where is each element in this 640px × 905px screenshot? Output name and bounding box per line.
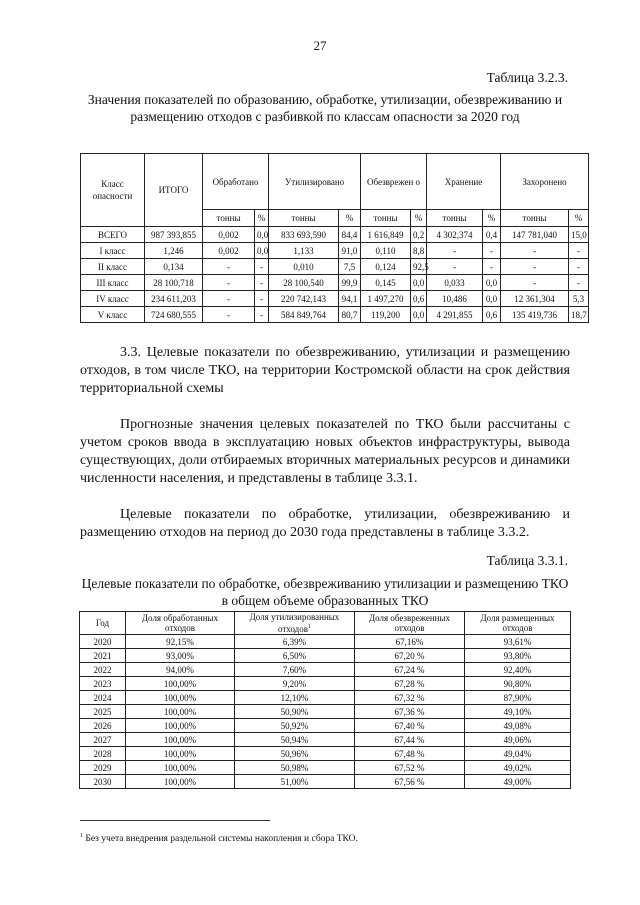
table-row xyxy=(80,691,571,705)
table-cell: 100,00% xyxy=(126,747,235,761)
table-row xyxy=(80,775,571,789)
table-cell: 67,24 % xyxy=(355,663,465,677)
table-cell: 2025 xyxy=(80,705,126,719)
table-cell: 100,00% xyxy=(126,719,235,733)
table2 xyxy=(79,611,571,789)
header-tons: тонны xyxy=(501,210,569,227)
header-total: ИТОГО xyxy=(145,154,203,227)
table-cell: - xyxy=(483,243,501,259)
table-cell: 50,92% xyxy=(235,719,355,733)
table-cell: 18,7 xyxy=(569,307,589,323)
table-cell: 80,7 xyxy=(339,307,361,323)
table-cell: 100,00% xyxy=(126,677,235,691)
table-cell: 12,10% xyxy=(235,691,355,705)
table-cell: ВСЕГО xyxy=(81,227,145,243)
table-cell: 1,246 xyxy=(145,243,203,259)
table2-body xyxy=(80,635,571,789)
footnote-text: Без учета внедрения раздельной системы накопления и сбора ТКО. xyxy=(85,834,358,845)
section-heading xyxy=(80,344,570,398)
table-row xyxy=(80,635,571,649)
header-pct: % xyxy=(483,210,501,227)
table-cell: 50,90% xyxy=(235,705,355,719)
table2-label: Таблица 3.3.1. xyxy=(486,553,568,568)
table-row xyxy=(80,747,571,761)
table-cell: 92,40% xyxy=(465,663,571,677)
table-row xyxy=(81,259,589,275)
table-cell: 84,4 xyxy=(339,227,361,243)
header-storage: Хранение xyxy=(427,154,501,210)
table-cell: 49,10% xyxy=(465,705,571,719)
table-cell: 0,002 xyxy=(203,227,255,243)
table-cell: IV класс xyxy=(81,291,145,307)
table-row xyxy=(81,243,589,259)
table-cell: 94,1 xyxy=(339,291,361,307)
table-row xyxy=(81,291,589,307)
table-cell: 0,145 xyxy=(361,275,411,291)
table-cell: - xyxy=(501,259,569,275)
table-cell: 2023 xyxy=(80,677,126,691)
table-cell: 1 497,270 xyxy=(361,291,411,307)
table-cell: 49,04% xyxy=(465,747,571,761)
table-cell: 6,39% xyxy=(235,635,355,649)
table-cell: 67,16% xyxy=(355,635,465,649)
table-cell: - xyxy=(203,291,255,307)
table-cell: 93,00% xyxy=(126,649,235,663)
header-neutralized-share: Доля обезвреженных отходов xyxy=(355,612,465,635)
table-cell: 90,80% xyxy=(465,677,571,691)
table-cell: - xyxy=(501,275,569,291)
footnote-mark: 1 xyxy=(80,833,83,839)
table-cell: 220 742,143 xyxy=(269,291,339,307)
header-tons: тонны xyxy=(203,210,255,227)
table-cell: 67,36 % xyxy=(355,705,465,719)
table-cell: 2024 xyxy=(80,691,126,705)
table-cell: 4 302,374 xyxy=(427,227,483,243)
table-cell: 67,28 % xyxy=(355,677,465,691)
table-cell: III класс xyxy=(81,275,145,291)
table-cell: 67,48 % xyxy=(355,747,465,761)
header-tons: тонны xyxy=(269,210,339,227)
table-cell: 100,00% xyxy=(126,705,235,719)
table-cell: 2022 xyxy=(80,663,126,677)
table-cell: 2029 xyxy=(80,761,126,775)
table-cell: 7,5 xyxy=(339,259,361,275)
table-cell: 93,80% xyxy=(465,649,571,663)
page-number: 27 xyxy=(313,38,327,53)
table-cell: V класс xyxy=(81,307,145,323)
table-cell: 0,033 xyxy=(427,275,483,291)
table-cell: 94,00% xyxy=(126,663,235,677)
table-cell: 0,2 xyxy=(411,227,427,243)
table1-label: Таблица 3.2.3. xyxy=(486,70,568,85)
table-cell: 67,20 % xyxy=(355,649,465,663)
table-cell: 99,9 xyxy=(339,275,361,291)
header-tons: тонны xyxy=(427,210,483,227)
table-cell: 8,8 xyxy=(411,243,427,259)
table-cell: 2027 xyxy=(80,733,126,747)
table-cell: 7,60% xyxy=(235,663,355,677)
table-cell: 0,110 xyxy=(361,243,411,259)
table-cell: - xyxy=(427,259,483,275)
table-cell: - xyxy=(255,259,269,275)
table-row xyxy=(80,663,571,677)
table-cell: 100,00% xyxy=(126,733,235,747)
table-cell: 100,00% xyxy=(126,775,235,789)
table-cell: 0,134 xyxy=(145,259,203,275)
table-cell: 28 100,718 xyxy=(145,275,203,291)
table-cell: 51,00% xyxy=(235,775,355,789)
table-row xyxy=(80,733,571,747)
table-cell: 87,90% xyxy=(465,691,571,705)
table-cell: 100,00% xyxy=(126,691,235,705)
table-cell: 67,44 % xyxy=(355,733,465,747)
table-row xyxy=(80,677,571,691)
table-cell: - xyxy=(203,307,255,323)
header-pct: % xyxy=(339,210,361,227)
table-cell: 833 693,590 xyxy=(269,227,339,243)
table-cell: 49,00% xyxy=(465,775,571,789)
table-cell: 50,96% xyxy=(235,747,355,761)
table-cell: 6,50% xyxy=(235,649,355,663)
header-neutralized: Обезврежен о xyxy=(361,154,427,210)
table-cell: 2021 xyxy=(80,649,126,663)
table-cell: 2028 xyxy=(80,747,126,761)
table-cell: 92,15% xyxy=(126,635,235,649)
table-cell: 724 680,555 xyxy=(145,307,203,323)
table-cell: - xyxy=(501,243,569,259)
table-cell: 0,0 xyxy=(255,227,269,243)
table-cell: - xyxy=(569,259,589,275)
header-tons: тонны xyxy=(361,210,411,227)
table-cell: 100,00% xyxy=(126,761,235,775)
header-utilized-share-text: Доля утилизированных отходов xyxy=(249,612,340,634)
table-cell: 1,133 xyxy=(269,243,339,259)
table-cell: 67,40 % xyxy=(355,719,465,733)
table-cell: 0,4 xyxy=(483,227,501,243)
table-row xyxy=(80,649,571,663)
header-placed-share: Доля размещенных отходов xyxy=(465,612,571,635)
header-buried: Захоронено xyxy=(501,154,589,210)
header-pct: % xyxy=(255,210,269,227)
table-row xyxy=(81,227,589,243)
header-processed: Обработано xyxy=(203,154,269,210)
table-cell: 147 781,040 xyxy=(501,227,569,243)
table-cell: 12 361,304 xyxy=(501,291,569,307)
table-cell: - xyxy=(427,243,483,259)
paragraph-1 xyxy=(80,416,570,488)
table2-title: Целевые показатели по обработке, обезвреживанию утилизации и размещению ТКО в общем объеме образованных ТКО xyxy=(81,576,569,608)
table-cell: II класс xyxy=(81,259,145,275)
table-cell: - xyxy=(255,307,269,323)
table-cell: 67,32 % xyxy=(355,691,465,705)
table1 xyxy=(80,153,589,323)
table-cell: 91,0 xyxy=(339,243,361,259)
table-cell: 0,0 xyxy=(483,275,501,291)
section-heading-text: 3.3. Целевые показатели по обезвреживанию, утилизации и размещению отходов, в том числе ТКО, на территории Костромской области на срок действия территориальной схемы xyxy=(80,345,570,396)
table-cell: 0,124 xyxy=(361,259,411,275)
table-cell: 0,0 xyxy=(483,291,501,307)
table-cell: 0,0 xyxy=(411,307,427,323)
table-row xyxy=(80,705,571,719)
paragraph-1-text: Прогнозные значения целевых показателей по ТКО были рассчитаны с учетом сроков ввода в эксплуатацию новых объектов инфраструктуры, вывода существующих, доли отбираемых вторичных материальных ресурсов и динамики численности населения, и представлены в таблице 3.3.1. xyxy=(80,417,570,486)
table-row xyxy=(81,307,589,323)
table-cell: 5,3 xyxy=(569,291,589,307)
header-pct: % xyxy=(411,210,427,227)
table-cell: 93,61% xyxy=(465,635,571,649)
paragraph-2 xyxy=(80,506,570,542)
table-cell: 2030 xyxy=(80,775,126,789)
table-cell: 0,010 xyxy=(269,259,339,275)
header-utilized-share xyxy=(235,612,355,635)
table-cell: 10,486 xyxy=(427,291,483,307)
table-cell: - xyxy=(203,275,255,291)
header-class: Класс опасности xyxy=(81,154,145,227)
table-cell: 15,0 xyxy=(569,227,589,243)
header-year: Год xyxy=(80,612,126,635)
table-cell: 2020 xyxy=(80,635,126,649)
footnote xyxy=(80,833,358,844)
table-row xyxy=(80,761,571,775)
table-cell: 0,002 xyxy=(203,243,255,259)
table-cell: 67,52 % xyxy=(355,761,465,775)
table-cell: - xyxy=(203,259,255,275)
header-utilized: Утилизировано xyxy=(269,154,361,210)
table-cell: 0,0 xyxy=(411,275,427,291)
table1-body xyxy=(81,227,589,323)
table-cell: 987 393,855 xyxy=(145,227,203,243)
table-cell: 67,56 % xyxy=(355,775,465,789)
table-cell: 49,02% xyxy=(465,761,571,775)
table-cell: 0,0 xyxy=(255,243,269,259)
table-cell: 119,200 xyxy=(361,307,411,323)
table-cell: 49,06% xyxy=(465,733,571,747)
table1-title: Значения показателей по образованию, обработке, утилизации, обезвреживанию и размещению отходов с разбивкой по классам опасности за 2020 год xyxy=(87,92,563,124)
table-cell: 135 419,736 xyxy=(501,307,569,323)
table-cell: 2026 xyxy=(80,719,126,733)
table-cell: 1 616,849 xyxy=(361,227,411,243)
header-pct: % xyxy=(569,210,589,227)
paragraph-2-text: Целевые показатели по обработке, утилизации, обезвреживанию и размещению отходов на период до 2030 года представлены в таблице 3.3.2. xyxy=(80,507,570,540)
header-processed-share: Доля обработанных отходов xyxy=(126,612,235,635)
table-cell: 50,98% xyxy=(235,761,355,775)
table-cell: - xyxy=(569,275,589,291)
table-cell: 28 100,540 xyxy=(269,275,339,291)
footnote-divider xyxy=(80,820,270,821)
table-cell: - xyxy=(255,275,269,291)
table-cell: 234 611,203 xyxy=(145,291,203,307)
table-cell: 9,20% xyxy=(235,677,355,691)
table-cell: - xyxy=(255,291,269,307)
table-cell: 4 291,855 xyxy=(427,307,483,323)
table-cell: 49,08% xyxy=(465,719,571,733)
table-cell: 0,6 xyxy=(483,307,501,323)
footnote-ref[interactable]: 1 xyxy=(308,624,312,630)
table-cell: I класс xyxy=(81,243,145,259)
table-cell: 584 849,764 xyxy=(269,307,339,323)
table-row xyxy=(81,275,589,291)
table-cell: 92,5 xyxy=(411,259,427,275)
table-cell: 0,6 xyxy=(411,291,427,307)
table-row xyxy=(80,719,571,733)
table-cell: 50,94% xyxy=(235,733,355,747)
table-cell: - xyxy=(483,259,501,275)
table-cell: - xyxy=(569,243,589,259)
